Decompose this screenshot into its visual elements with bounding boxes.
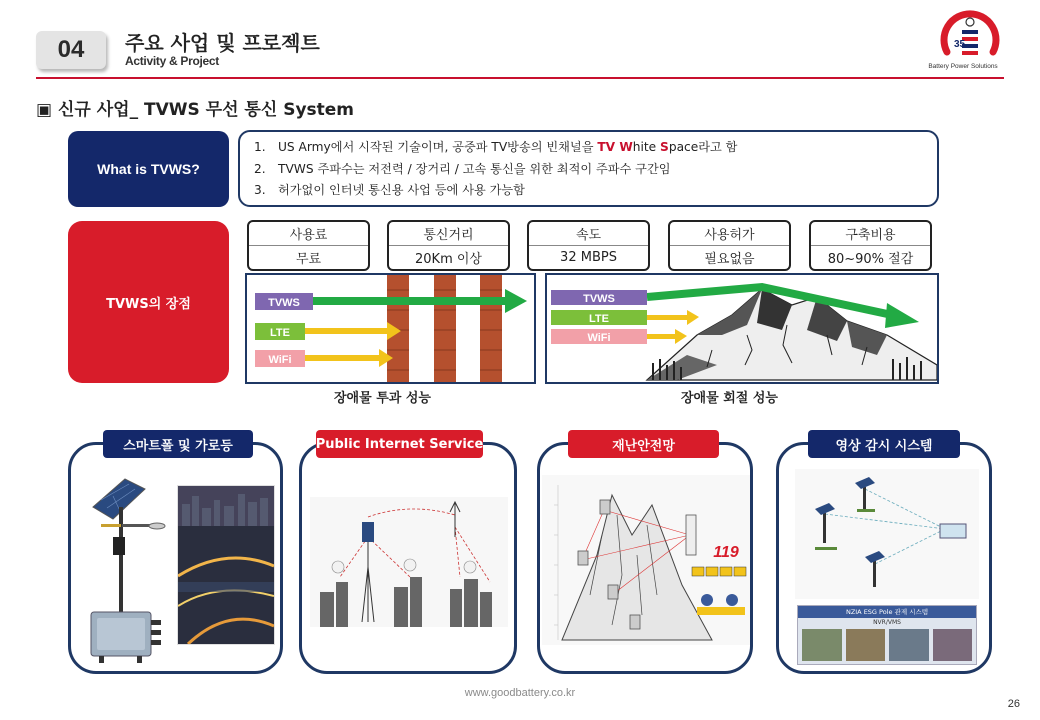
tag-video-surveillance: 영상 감시 시스템	[808, 430, 960, 458]
feature-card-distance: 통신거리 20Km 이상	[387, 220, 510, 271]
penetration-caption: 장애물 투과 성능	[334, 391, 431, 406]
what-is-tvws-label: What is TVWS?	[68, 131, 229, 207]
section-number: 04	[36, 31, 106, 69]
camera-feed-2	[846, 629, 886, 661]
header-divider	[36, 77, 1004, 79]
city-night-photo	[177, 485, 275, 645]
wifi-signal-label: WiFi	[268, 354, 292, 366]
page-title: 주요 사업 및 프로젝트	[125, 31, 320, 55]
app-card-video-surveillance	[776, 442, 992, 674]
app-card-disaster-network	[537, 442, 753, 674]
disaster-network-diagram	[542, 475, 750, 645]
feature-card-speed: 속도 32 MBPS	[527, 220, 650, 271]
description-item-2: 2. TVWS 주파수는 저전력 / 장거리 / 고속 통신을 위한 최적이 주파수 구간임	[254, 161, 671, 176]
surveillance-network-diagram	[795, 469, 979, 599]
lte-signal-label: LTE	[270, 327, 290, 339]
public-internet-diagram	[310, 497, 508, 627]
wifi-signal-label-2: WiFi	[587, 332, 611, 344]
section-heading: ▣ 신규 사업_ TVWS 무선 통신 System	[36, 100, 355, 120]
obstacle-penetration-diagram	[245, 273, 536, 384]
tag-smart-pole: 스마트폴 및 가로등	[103, 430, 253, 458]
tvws-signal-label: TVWS	[268, 297, 300, 309]
logo-tagline: Battery Power Solutions	[928, 63, 998, 70]
tvws-advantages-label: TVWS의 장점	[68, 221, 229, 383]
camera-feed-1	[802, 629, 842, 661]
page-subtitle: Activity & Project	[125, 54, 219, 68]
disaster-119-badge: 119	[713, 544, 739, 561]
footer-url[interactable]: www.goodbattery.co.kr	[464, 687, 576, 699]
surveillance-monitor-panel	[797, 605, 977, 665]
lte-signal-label-2: LTE	[589, 313, 609, 325]
feature-card-fee: 사용료 무료	[247, 220, 370, 271]
camera-feed-3	[889, 629, 929, 661]
camera-feed-4	[933, 629, 973, 661]
surveillance-system-label: NZIA ESG Pole 관제 시스템	[798, 606, 976, 618]
tvws-description-box	[238, 130, 939, 207]
logo-letters: 35	[954, 39, 966, 50]
app-card-public-internet	[299, 442, 517, 674]
feature-card-license: 사용허가 필요없음	[668, 220, 791, 271]
description-item-3: 3. 허가없이 인터넷 통신용 사업 등에 사용 가능함	[254, 183, 525, 197]
feature-card-cost: 구축비용 80~90% 절감	[809, 220, 932, 271]
app-card-smart-pole	[68, 442, 283, 674]
diffraction-caption: 장애물 회절 성능	[681, 391, 778, 406]
tvws-signal-label-2: TVWS	[583, 293, 615, 305]
tag-disaster-network: 재난안전망	[568, 430, 719, 458]
obstacle-diffraction-diagram	[545, 273, 939, 384]
tag-public-internet: Public Internet Service	[316, 430, 483, 458]
page-number: 26	[1007, 698, 1020, 710]
nvr-vms-label: NVR/VMS	[873, 619, 901, 626]
description-item-1: 1. US Army에서 시작된 기술이며, 공중파 TV방송의 빈채널을 TV White Space라고 함	[254, 140, 738, 154]
control-box-image	[87, 608, 167, 664]
